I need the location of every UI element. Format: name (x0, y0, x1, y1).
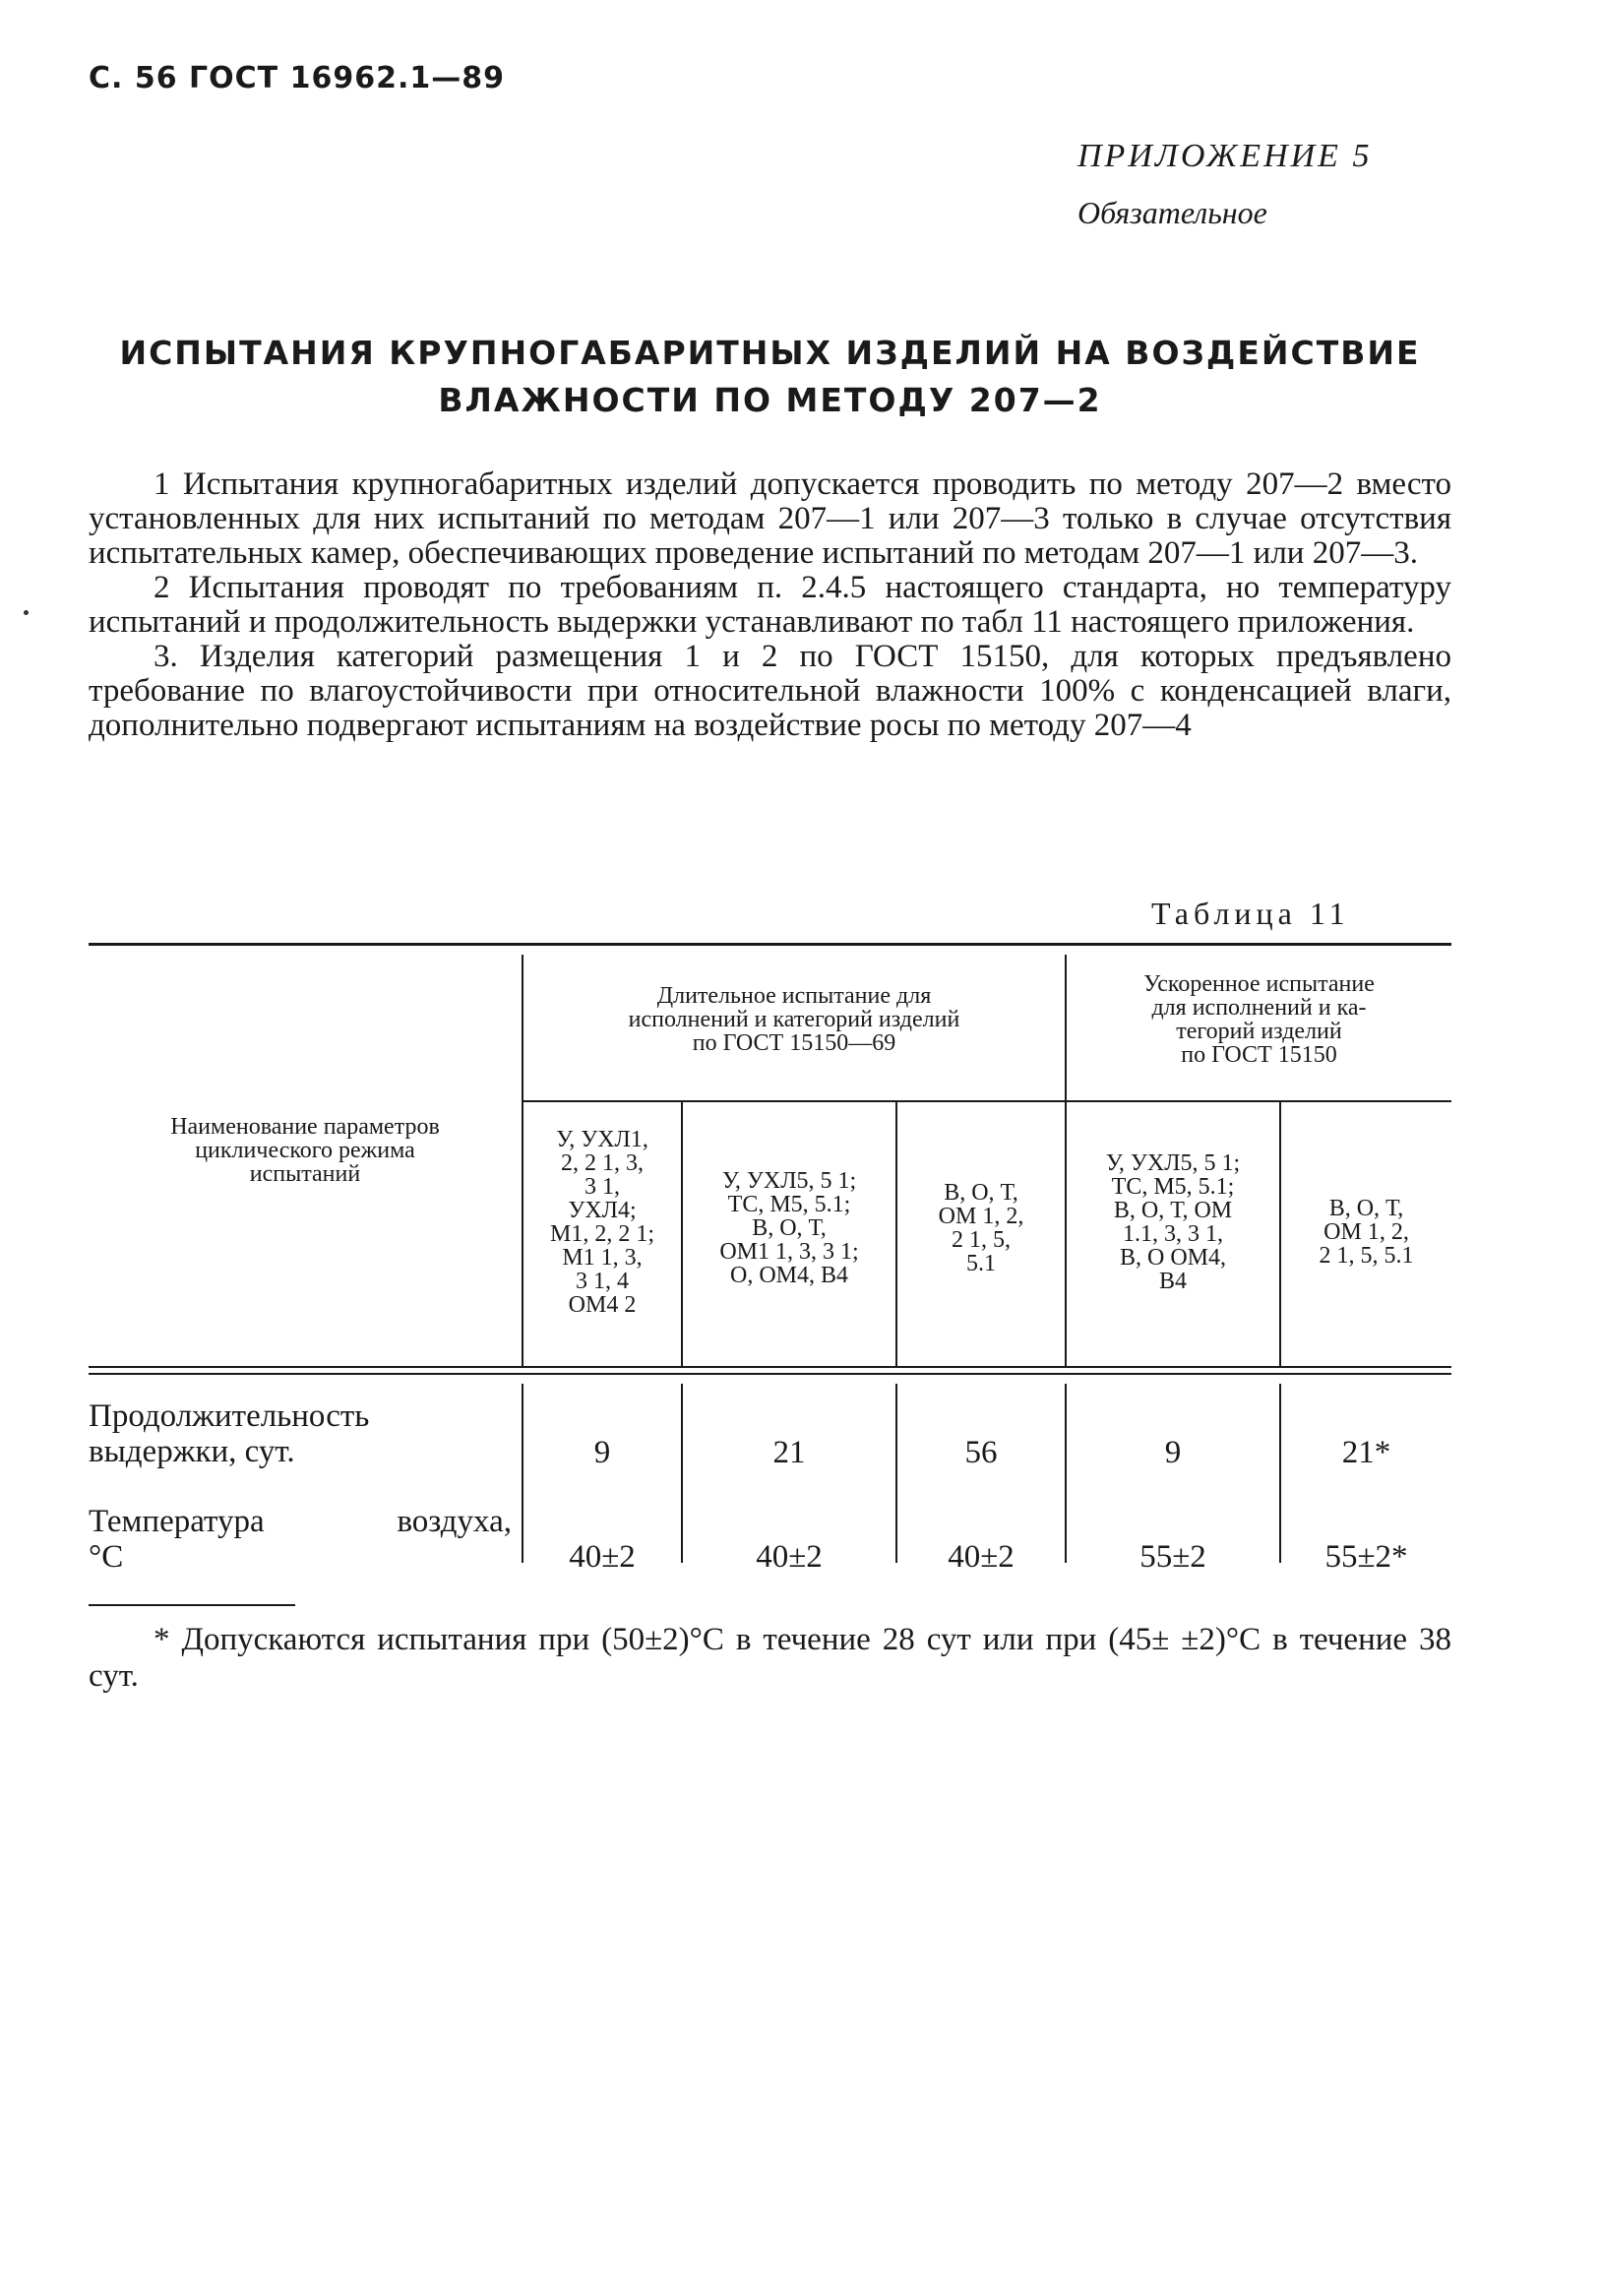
temperature-value: 40±2 (948, 1539, 1015, 1575)
row-label-line: выдержки, сут. (89, 1434, 295, 1469)
group-fast-line: для исполнений и ка- (1151, 995, 1367, 1021)
subheader-col-3 (897, 1181, 1065, 1275)
footnote-text: * Допускаются испытания при (50±2)°С в течение 28 сут или при (45± ±2)°С в течение 38 сут. (89, 1622, 1451, 1694)
group-long-line: Длительное испытание для (656, 983, 932, 1009)
subheader-line: В, О ОМ4, (1119, 1245, 1226, 1271)
group-fast-header (1067, 972, 1451, 1067)
subheader-line: 3 1, (585, 1174, 620, 1200)
temperature-value: 55±2* (1324, 1539, 1408, 1575)
subheader-line: 2 1, 5, (952, 1227, 1011, 1253)
subheader-line: В4 (1158, 1269, 1187, 1294)
title-line-2: ВЛАЖНОСТИ ПО МЕТОДУ 207—2 (438, 381, 1102, 419)
subheader-line: М1 1, 3, (562, 1245, 643, 1271)
group-fast-line: Ускоренное испытание (1143, 971, 1375, 997)
subheader-line: В, О, Т, (752, 1215, 827, 1241)
param-header-line: Наименование параметров (170, 1114, 440, 1140)
row-label-line: Температура воздуха, (89, 1504, 512, 1539)
subheader-line: 5.1 (966, 1251, 996, 1276)
body-col-rule-4 (1065, 1384, 1067, 1563)
subheader-line: М1, 2, 2 1; (549, 1221, 654, 1247)
group-long-line: по ГОСТ 15150—69 (692, 1030, 896, 1056)
appendix-label: ПРИЛОЖЕНИЕ 5 (1077, 138, 1373, 174)
subheader-line: ОМ4 2 (568, 1292, 637, 1318)
subheader-line: У, УХЛ5, 5 1; (721, 1168, 857, 1194)
row-label-temperature (89, 1504, 512, 1575)
subheader-col-1 (523, 1128, 681, 1317)
subheader-line: ТС, М5, 5.1; (1111, 1174, 1235, 1200)
subheader-line: О, ОМ4, В4 (729, 1263, 848, 1288)
row-label-line: °С (89, 1539, 124, 1575)
subheader-line: У, УХЛ5, 5 1; (1105, 1150, 1241, 1176)
duration-value: 56 (964, 1435, 998, 1470)
subheader-line: 2, 2 1, 3, (561, 1150, 644, 1176)
body-col-rule-2 (681, 1384, 683, 1563)
subheader-line: 2 1, 5, 5.1 (1319, 1243, 1414, 1269)
param-header-line: испытаний (249, 1161, 361, 1187)
temperature-value: 40±2 (756, 1539, 823, 1575)
subheader-line: ОМ1 1, 3, 3 1; (719, 1239, 859, 1265)
param-header (89, 1115, 522, 1186)
paragraph-3: 3. Изделия категорий размещения 1 и 2 по ГОСТ 15150, для которых предъявлено требование по влагоустойчивости при относительной влажности 100% с конденсацией влаги, дополнительно подвергают испытаниям на воздействие росы по методу 207—4 (89, 639, 1451, 743)
subheader-col-4 (1067, 1151, 1279, 1293)
paragraph-1: 1 Испытания крупногабаритных изделий допускается проводить по методу 207—2 вместо установленных для них испытаний по методам 207—1 или 207—3 только в случае отсутствия испытательных камер, обеспечивающих проведение испытаний по методам 207—1 или 207—3. (89, 466, 1451, 571)
footnote-rule (89, 1604, 295, 1606)
subheader-line: В, О, Т, (1328, 1196, 1404, 1221)
duration-value: 9 (1164, 1435, 1182, 1470)
subheader-line: В, О, Т, (944, 1180, 1018, 1206)
subheader-col-5 (1281, 1197, 1451, 1268)
subheader-line: 1.1, 3, 3 1, (1123, 1221, 1223, 1247)
page-header: С. 56 ГОСТ 16962.1—89 (89, 61, 505, 95)
subheader-line: УХЛ4; (568, 1198, 637, 1223)
group-fast-line: по ГОСТ 15150 (1181, 1042, 1337, 1068)
subheader-line: ОМ 1, 2, (938, 1204, 1024, 1229)
subheader-line: ОМ 1, 2, (1323, 1219, 1409, 1245)
subheader-line: 3 1, 4 (576, 1269, 629, 1294)
subheader-line: В, О, Т, ОМ (1113, 1198, 1233, 1223)
header-bottom-rule-1 (89, 1366, 1451, 1368)
group-long-line: исполнений и категорий изделий (628, 1007, 960, 1032)
temperature-value: 55±2 (1139, 1539, 1206, 1575)
header-bottom-rule-2 (89, 1373, 1451, 1375)
paragraph-2: 2 Испытания проводят по требованиям п. 2.4.5 настоящего стандарта, но температуру испытаний и продолжительность выдержки устанавливают по табл 11 настоящего приложения. (89, 570, 1451, 640)
body-col-rule-3 (895, 1384, 897, 1563)
body-col-rule-5 (1279, 1384, 1281, 1563)
footnote (89, 1622, 1451, 1695)
temperature-value: 40±2 (569, 1539, 636, 1575)
document-title (89, 330, 1451, 424)
row-label-duration (89, 1398, 512, 1469)
group-long-header (523, 984, 1065, 1055)
group-fast-line: тегорий изделий (1176, 1019, 1342, 1044)
duration-value: 21* (1341, 1435, 1391, 1470)
table-11 (89, 943, 1451, 1592)
table-top-rule (89, 943, 1451, 946)
row-label-line: Продолжительность (89, 1398, 370, 1434)
title-line-1: ИСПЫТАНИЯ КРУПНОГАБАРИТНЫХ ИЗДЕЛИЙ НА ВОЗДЕЙСТВИЕ (119, 334, 1421, 372)
subheader-line: У, УХЛ1, (556, 1127, 648, 1152)
body-col-rule-1 (522, 1384, 523, 1563)
body-text (89, 467, 1451, 743)
duration-value: 21 (772, 1435, 806, 1470)
duration-value: 9 (593, 1435, 611, 1470)
subheader-col-2 (683, 1169, 895, 1287)
group-divider-rule (522, 1100, 1451, 1102)
subheader-line: ТС, М5, 5.1; (727, 1192, 851, 1217)
scan-dot (24, 610, 29, 615)
table-caption: Таблица 11 (1151, 896, 1350, 931)
param-header-line: циклического режима (195, 1138, 415, 1163)
appendix-status: Обязательное (1077, 195, 1267, 230)
